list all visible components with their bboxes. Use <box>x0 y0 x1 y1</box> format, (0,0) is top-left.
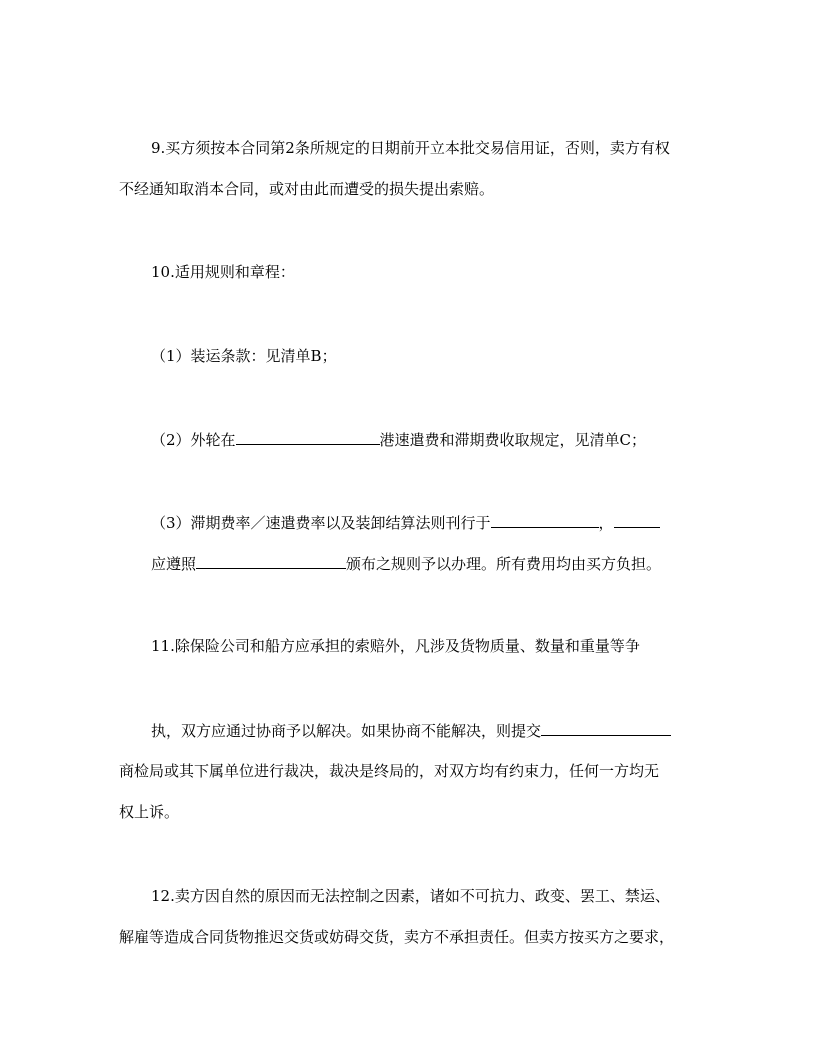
authority-blank[interactable] <box>196 553 346 569</box>
clause-12-line-1: 12.卖方因自然的原因而无法控制之因素，诸如不可抗力、政变、罢工、禁运、 <box>151 887 670 905</box>
clause-10-item-2 <box>151 429 699 449</box>
clause-10-item-3-line-2-prefix: 应遵照 <box>151 555 197 573</box>
port-name-blank[interactable] <box>236 429 380 445</box>
clause-10-title: 10.适用规则和章程： <box>151 263 295 281</box>
clause-10-item-3-line-1 <box>151 512 699 532</box>
clause-10-item-1: （1）装运条款：见清单B； <box>151 347 337 365</box>
clause-10-item-3-comma: ， <box>598 514 614 532</box>
clause-11-line-3: 商检局或其下属单位进行裁决，裁决是终局的，对双方均有约束力，任何一方均无 <box>119 762 660 780</box>
inspection-bureau-blank[interactable] <box>541 720 671 736</box>
clause-10-item-2-suffix: 港速遣费和滞期费收取规定，见清单C； <box>379 431 647 449</box>
clause-10-item-2-prefix: （2）外轮在 <box>151 431 236 449</box>
clause-9-line-2: 不经通知取消本合同，或对由此而遭受的损失提出索赔。 <box>119 180 495 198</box>
clause-11-line-2 <box>151 720 699 740</box>
clause-10-item-3-line-2-suffix: 颁布之规则予以办理。所有费用均由买方负担。 <box>346 555 662 573</box>
publication-blank[interactable] <box>491 512 599 528</box>
clause-11-line-2-prefix: 执，双方应通过协商予以解决。如果协商不能解决，则提交 <box>151 722 542 740</box>
clause-11-line-4: 权上诉。 <box>119 803 180 821</box>
location-blank[interactable] <box>614 512 660 528</box>
clause-10-item-3-line-2 <box>151 553 699 573</box>
clause-12-line-2: 解雇等造成合同货物推迟交货或妨碍交货，卖方不承担责任。但卖方按买方之要求， <box>119 928 675 946</box>
clause-11-line-1: 11.除保险公司和船方应承担的索赔外，凡涉及货物质量、数量和重量等争 <box>151 637 640 655</box>
clause-9-line-1: 9.买方须按本合同第2条所规定的日期前开立本批交易信用证，否则，卖方有权 <box>151 139 670 157</box>
clause-10-item-3-prefix: （3）滞期费率／速遣费率以及装卸结算法则刊行于 <box>151 514 491 532</box>
